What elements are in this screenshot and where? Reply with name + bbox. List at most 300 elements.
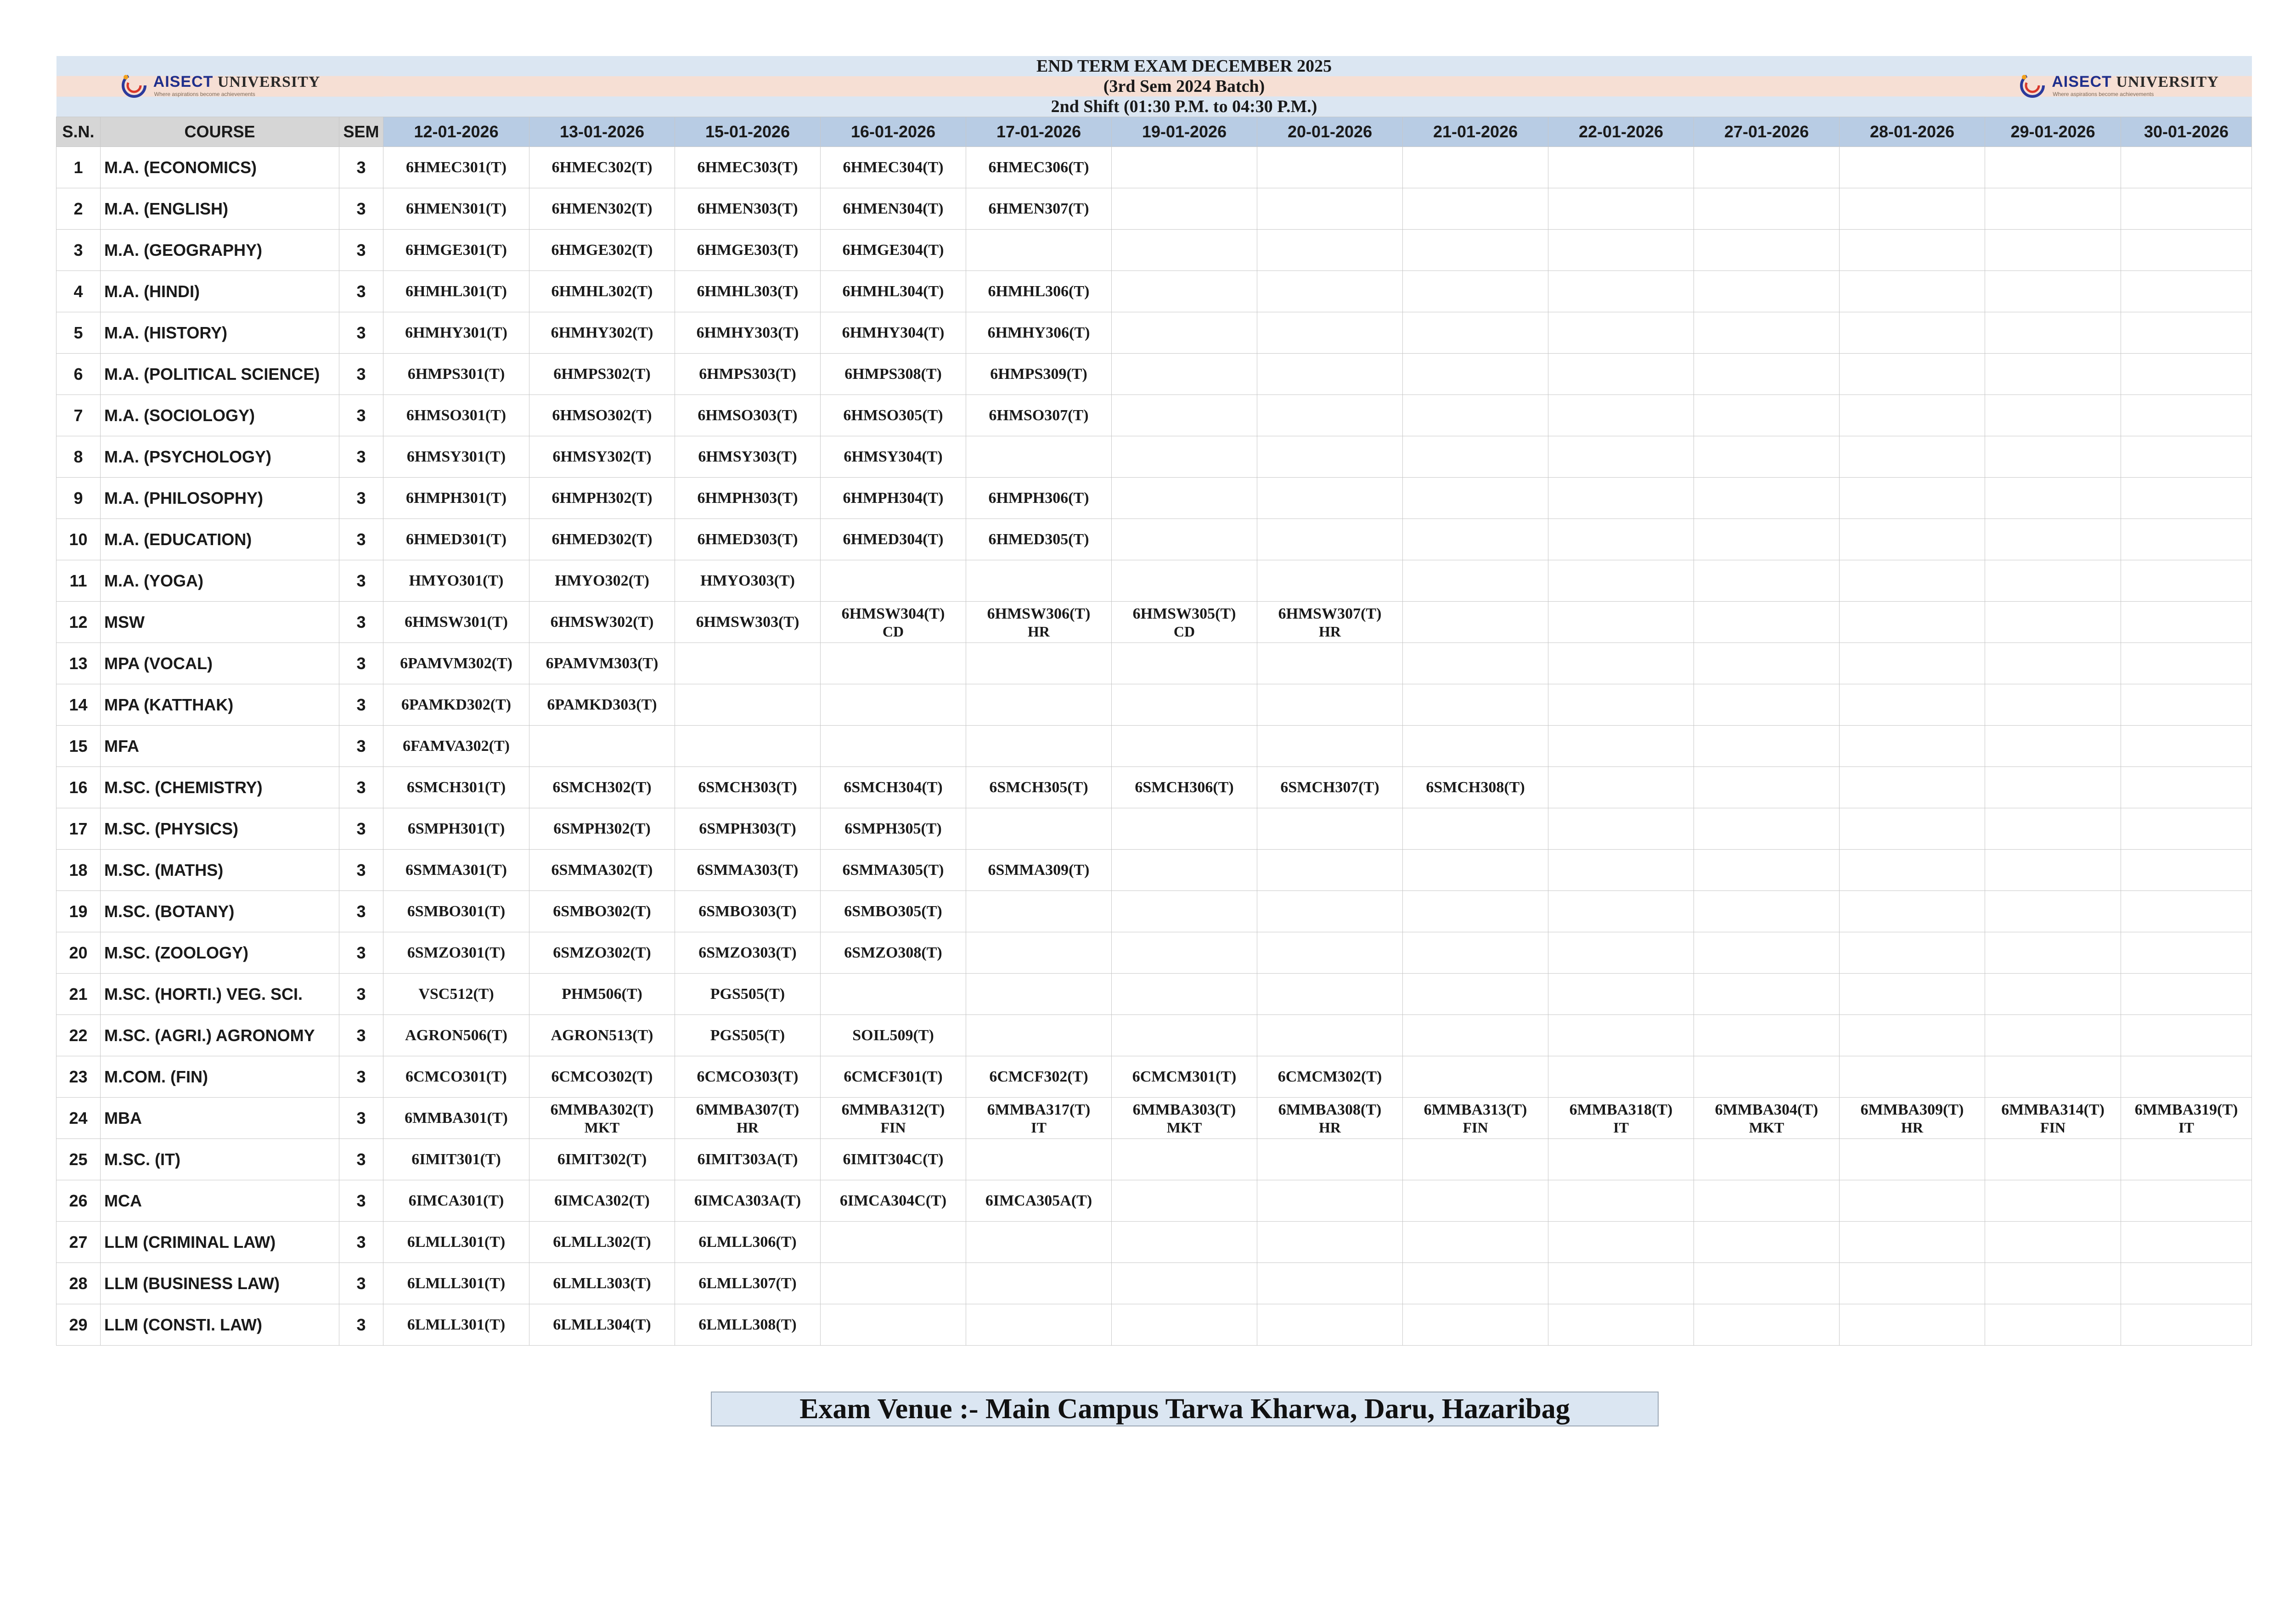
paper-cell bbox=[529, 767, 675, 808]
paper-code: 6HMHY304(T) bbox=[842, 324, 945, 341]
row-sn: 9 bbox=[56, 478, 101, 519]
paper-cell bbox=[821, 1139, 966, 1180]
paper-cell bbox=[529, 808, 675, 850]
paper-cell bbox=[1403, 1056, 1548, 1098]
paper-cell bbox=[1548, 891, 1694, 932]
paper-cell bbox=[2121, 808, 2252, 850]
paper-code: 6HMHL303(T) bbox=[697, 282, 799, 300]
row-course: M.A. (EDUCATION) bbox=[101, 519, 339, 560]
paper-code: 6HMPS308(T) bbox=[844, 365, 942, 383]
paper-code: 6HMEN307(T) bbox=[988, 200, 1089, 217]
paper-cell bbox=[2121, 271, 2252, 312]
column-header-row bbox=[56, 117, 2252, 147]
paper-code: 6HMPS302(T) bbox=[553, 365, 651, 383]
paper-code: 6MMBA308(T) bbox=[1278, 1101, 1382, 1118]
paper-cell bbox=[675, 1180, 821, 1222]
exam-venue-banner: Exam Venue :- Main Campus Tarwa Kharwa, Daru, Hazaribag bbox=[711, 1392, 1659, 1426]
paper-cell bbox=[966, 974, 1112, 1015]
row-sn: 24 bbox=[56, 1098, 101, 1139]
paper-cell bbox=[821, 643, 966, 684]
paper-cell bbox=[1403, 519, 1548, 560]
paper-cell bbox=[1548, 478, 1694, 519]
row-sn: 29 bbox=[56, 1304, 101, 1346]
paper-cell bbox=[1548, 684, 1694, 726]
aisect-logo-icon bbox=[119, 71, 149, 100]
table-row bbox=[56, 1056, 2252, 1098]
paper-cell bbox=[1840, 519, 1985, 560]
paper-cell bbox=[1694, 230, 1840, 271]
paper-code: 6HMGE303(T) bbox=[697, 241, 799, 259]
paper-cell bbox=[1403, 1304, 1548, 1346]
row-sem: 3 bbox=[339, 395, 383, 436]
row-sn: 6 bbox=[56, 354, 101, 395]
paper-cell bbox=[529, 891, 675, 932]
paper-code: 6IMIT302(T) bbox=[557, 1150, 647, 1168]
paper-cell bbox=[2121, 974, 2252, 1015]
table-row bbox=[56, 147, 2252, 188]
paper-cell bbox=[821, 850, 966, 891]
row-sem: 3 bbox=[339, 560, 383, 602]
paper-cell bbox=[2121, 602, 2252, 643]
paper-code: 6FAMVA302(T) bbox=[403, 737, 510, 755]
table-row bbox=[56, 271, 2252, 312]
paper-cell bbox=[1694, 1263, 1840, 1304]
paper-cell bbox=[821, 519, 966, 560]
row-sem: 3 bbox=[339, 891, 383, 932]
paper-cell bbox=[1985, 354, 2121, 395]
paper-specialization: IT bbox=[1613, 1119, 1629, 1136]
column-header-date: 17-01-2026 bbox=[966, 117, 1112, 147]
table-row bbox=[56, 1180, 2252, 1222]
paper-cell bbox=[1112, 932, 1257, 974]
paper-code: 6HMHY303(T) bbox=[696, 324, 799, 341]
paper-cell bbox=[675, 1098, 821, 1139]
paper-code: 6SMCH308(T) bbox=[1426, 778, 1525, 796]
paper-cell bbox=[1840, 147, 1985, 188]
paper-code: 6IMIT304C(T) bbox=[843, 1150, 944, 1168]
paper-cell bbox=[529, 436, 675, 478]
paper-cell bbox=[2121, 1098, 2252, 1139]
paper-cell bbox=[529, 643, 675, 684]
paper-cell bbox=[383, 312, 529, 354]
paper-cell bbox=[1257, 1222, 1403, 1263]
paper-code: 6CMCF302(T) bbox=[989, 1068, 1088, 1085]
paper-cell bbox=[529, 1180, 675, 1222]
paper-cell bbox=[1403, 271, 1548, 312]
paper-code: 6HMHY301(T) bbox=[405, 324, 507, 341]
paper-cell bbox=[1840, 478, 1985, 519]
paper-cell bbox=[675, 436, 821, 478]
paper-code: 6HMPS309(T) bbox=[990, 365, 1087, 383]
paper-cell bbox=[966, 891, 1112, 932]
paper-cell bbox=[2121, 684, 2252, 726]
paper-code: 6SMBO303(T) bbox=[698, 902, 797, 920]
paper-cell bbox=[383, 808, 529, 850]
paper-code: 6HMEC304(T) bbox=[843, 158, 944, 176]
row-sem: 3 bbox=[339, 1180, 383, 1222]
paper-cell bbox=[1985, 1139, 2121, 1180]
paper-cell bbox=[383, 1139, 529, 1180]
paper-cell bbox=[1985, 188, 2121, 230]
paper-code: 6HMSW301(T) bbox=[405, 613, 508, 631]
paper-specialization: MKT bbox=[584, 1119, 620, 1136]
paper-cell bbox=[1257, 850, 1403, 891]
paper-cell bbox=[1403, 850, 1548, 891]
column-header-date: 21-01-2026 bbox=[1403, 117, 1548, 147]
paper-cell bbox=[1257, 354, 1403, 395]
aisect-logo-right: AISECT UNIVERSITY Where aspirations become achievements bbox=[2018, 71, 2219, 100]
paper-cell bbox=[1257, 1139, 1403, 1180]
paper-cell bbox=[1985, 726, 2121, 767]
paper-cell bbox=[2121, 850, 2252, 891]
paper-cell bbox=[1985, 478, 2121, 519]
paper-cell bbox=[1985, 808, 2121, 850]
paper-cell bbox=[1840, 188, 1985, 230]
paper-code: 6HMPS301(T) bbox=[407, 365, 505, 383]
paper-code: 6SMMA303(T) bbox=[697, 861, 799, 879]
paper-cell bbox=[966, 1098, 1112, 1139]
row-sn: 4 bbox=[56, 271, 101, 312]
paper-cell bbox=[821, 1098, 966, 1139]
exam-schedule-table bbox=[56, 56, 2252, 1346]
table-row bbox=[56, 1222, 2252, 1263]
paper-cell bbox=[1548, 643, 1694, 684]
paper-cell bbox=[383, 230, 529, 271]
paper-cell bbox=[1694, 271, 1840, 312]
paper-cell bbox=[966, 1015, 1112, 1056]
paper-cell bbox=[966, 230, 1112, 271]
table-row bbox=[56, 478, 2252, 519]
row-sem: 3 bbox=[339, 271, 383, 312]
paper-code: 6HMGE304(T) bbox=[842, 241, 944, 259]
paper-code: 6HMSY301(T) bbox=[406, 448, 506, 465]
paper-cell bbox=[1985, 436, 2121, 478]
paper-specialization: CD bbox=[882, 623, 904, 640]
column-header-date: 16-01-2026 bbox=[821, 117, 966, 147]
paper-code: 6LMLL307(T) bbox=[698, 1274, 797, 1292]
paper-cell bbox=[1548, 312, 1694, 354]
row-sn: 3 bbox=[56, 230, 101, 271]
row-course: MCA bbox=[101, 1180, 339, 1222]
row-sem: 3 bbox=[339, 436, 383, 478]
row-sem: 3 bbox=[339, 850, 383, 891]
paper-code: 6SMBO301(T) bbox=[407, 902, 506, 920]
paper-cell bbox=[1112, 147, 1257, 188]
paper-cell bbox=[1112, 230, 1257, 271]
paper-cell bbox=[383, 354, 529, 395]
paper-code: 6SMMA309(T) bbox=[988, 861, 1090, 879]
paper-cell bbox=[383, 1304, 529, 1346]
paper-cell bbox=[821, 602, 966, 643]
row-sn: 28 bbox=[56, 1263, 101, 1304]
paper-code: 6SMPH303(T) bbox=[699, 820, 796, 837]
paper-cell bbox=[383, 684, 529, 726]
paper-code: 6SMPH302(T) bbox=[553, 820, 651, 837]
paper-cell bbox=[1257, 1015, 1403, 1056]
row-sem: 3 bbox=[339, 808, 383, 850]
paper-cell bbox=[1840, 395, 1985, 436]
paper-cell bbox=[821, 1056, 966, 1098]
paper-cell bbox=[2121, 519, 2252, 560]
paper-cell bbox=[675, 767, 821, 808]
paper-code: 6HMHL306(T) bbox=[988, 282, 1090, 300]
paper-cell bbox=[966, 808, 1112, 850]
paper-cell bbox=[2121, 188, 2252, 230]
paper-cell bbox=[1985, 395, 2121, 436]
paper-cell bbox=[821, 312, 966, 354]
paper-cell bbox=[1403, 1222, 1548, 1263]
paper-cell bbox=[1403, 602, 1548, 643]
paper-cell bbox=[383, 1180, 529, 1222]
paper-code: 6LMLL301(T) bbox=[407, 1274, 506, 1292]
paper-cell bbox=[1694, 312, 1840, 354]
paper-cell bbox=[383, 436, 529, 478]
row-sem: 3 bbox=[339, 1304, 383, 1346]
row-course: M.SC. (BOTANY) bbox=[101, 891, 339, 932]
paper-cell bbox=[1548, 1180, 1694, 1222]
paper-cell bbox=[821, 974, 966, 1015]
paper-cell bbox=[966, 436, 1112, 478]
paper-code: 6MMBA301(T) bbox=[405, 1109, 508, 1127]
paper-cell bbox=[1694, 147, 1840, 188]
paper-cell bbox=[529, 602, 675, 643]
paper-cell bbox=[1112, 395, 1257, 436]
row-sem: 3 bbox=[339, 188, 383, 230]
paper-cell bbox=[675, 974, 821, 1015]
paper-code: 6IMCA301(T) bbox=[408, 1192, 504, 1209]
row-sn: 26 bbox=[56, 1180, 101, 1222]
paper-cell bbox=[383, 519, 529, 560]
paper-cell bbox=[1112, 1304, 1257, 1346]
paper-cell bbox=[1548, 271, 1694, 312]
paper-cell bbox=[1403, 1263, 1548, 1304]
paper-code: 6HMEC306(T) bbox=[988, 158, 1089, 176]
paper-cell bbox=[529, 188, 675, 230]
paper-code: 6SMCH303(T) bbox=[698, 778, 797, 796]
row-sn: 20 bbox=[56, 932, 101, 974]
paper-cell bbox=[1257, 767, 1403, 808]
paper-code: 6CMCO303(T) bbox=[697, 1068, 799, 1085]
paper-cell bbox=[1112, 560, 1257, 602]
paper-cell bbox=[966, 312, 1112, 354]
paper-cell bbox=[675, 560, 821, 602]
paper-cell bbox=[1112, 312, 1257, 354]
paper-cell bbox=[1257, 395, 1403, 436]
paper-cell bbox=[821, 560, 966, 602]
shift-subtitle: 2nd Shift (01:30 P.M. to 04:30 P.M.) bbox=[383, 96, 1985, 117]
paper-cell bbox=[1694, 850, 1840, 891]
table-row bbox=[56, 560, 2252, 602]
paper-code: SOIL509(T) bbox=[852, 1026, 934, 1044]
paper-cell bbox=[675, 271, 821, 312]
paper-code: 6IMCA305A(T) bbox=[985, 1192, 1092, 1209]
paper-code: 6CMCF301(T) bbox=[844, 1068, 943, 1085]
paper-cell bbox=[1840, 850, 1985, 891]
paper-code: 6HMHY302(T) bbox=[551, 324, 653, 341]
paper-cell bbox=[675, 602, 821, 643]
table-row bbox=[56, 602, 2252, 643]
paper-code: 6MMBA307(T) bbox=[696, 1101, 799, 1118]
paper-cell bbox=[1840, 1015, 1985, 1056]
paper-code: 6SMCH307(T) bbox=[1280, 778, 1379, 796]
paper-cell bbox=[529, 1263, 675, 1304]
paper-cell bbox=[821, 478, 966, 519]
paper-cell bbox=[1112, 188, 1257, 230]
paper-cell bbox=[1985, 312, 2121, 354]
paper-code: 6LMLL302(T) bbox=[553, 1233, 651, 1251]
paper-cell bbox=[821, 271, 966, 312]
paper-cell bbox=[1112, 891, 1257, 932]
paper-cell bbox=[1840, 271, 1985, 312]
paper-cell bbox=[821, 767, 966, 808]
paper-code: 6SMMA305(T) bbox=[842, 861, 944, 879]
paper-cell bbox=[1548, 395, 1694, 436]
table-row bbox=[56, 395, 2252, 436]
paper-cell bbox=[1112, 271, 1257, 312]
paper-cell bbox=[1403, 395, 1548, 436]
paper-cell bbox=[1840, 726, 1985, 767]
paper-cell bbox=[2121, 1304, 2252, 1346]
paper-cell bbox=[1694, 932, 1840, 974]
paper-cell bbox=[1840, 891, 1985, 932]
paper-cell bbox=[1840, 230, 1985, 271]
paper-cell bbox=[821, 808, 966, 850]
paper-cell bbox=[1694, 1180, 1840, 1222]
paper-cell bbox=[529, 519, 675, 560]
column-header-date: 29-01-2026 bbox=[1985, 117, 2121, 147]
paper-cell bbox=[1257, 1263, 1403, 1304]
paper-cell bbox=[1112, 1139, 1257, 1180]
aisect-logo-left: AISECT UNIVERSITY Where aspirations become achievements bbox=[119, 71, 321, 100]
row-course: M.A. (POLITICAL SCIENCE) bbox=[101, 354, 339, 395]
row-sn: 27 bbox=[56, 1222, 101, 1263]
paper-cell bbox=[1985, 560, 2121, 602]
paper-cell bbox=[1548, 1139, 1694, 1180]
paper-code: 6HMSW306(T) bbox=[987, 605, 1091, 622]
paper-cell bbox=[966, 147, 1112, 188]
paper-code: 6SMBO302(T) bbox=[553, 902, 651, 920]
row-sn: 21 bbox=[56, 974, 101, 1015]
table-row bbox=[56, 1139, 2252, 1180]
paper-cell bbox=[1694, 354, 1840, 395]
column-header-date: 19-01-2026 bbox=[1112, 117, 1257, 147]
table-row bbox=[56, 312, 2252, 354]
paper-cell bbox=[529, 354, 675, 395]
exam-title: END TERM EXAM DECEMBER 2025 bbox=[383, 56, 1985, 76]
paper-cell bbox=[2121, 1263, 2252, 1304]
paper-cell bbox=[1257, 726, 1403, 767]
paper-cell bbox=[1112, 1098, 1257, 1139]
paper-cell bbox=[1840, 1304, 1985, 1346]
paper-cell bbox=[1694, 188, 1840, 230]
paper-specialization: HR bbox=[1319, 623, 1341, 640]
paper-cell bbox=[2121, 436, 2252, 478]
paper-code: 6SMZO303(T) bbox=[698, 944, 797, 961]
paper-cell bbox=[1985, 147, 2121, 188]
paper-cell bbox=[1985, 1304, 2121, 1346]
paper-cell bbox=[2121, 891, 2252, 932]
paper-cell bbox=[529, 312, 675, 354]
paper-cell bbox=[383, 271, 529, 312]
paper-cell bbox=[1257, 271, 1403, 312]
paper-cell bbox=[1112, 767, 1257, 808]
paper-code: 6IMIT301(T) bbox=[411, 1150, 501, 1168]
paper-code: AGRON513(T) bbox=[551, 1026, 653, 1044]
paper-code: 6HMPH304(T) bbox=[843, 489, 944, 507]
paper-cell bbox=[1694, 891, 1840, 932]
paper-code: 6HMGE302(T) bbox=[551, 241, 653, 259]
paper-cell bbox=[1112, 850, 1257, 891]
paper-code: 6HMSO303(T) bbox=[698, 406, 798, 424]
paper-cell bbox=[1694, 436, 1840, 478]
paper-code: 6SMCH304(T) bbox=[844, 778, 943, 796]
paper-cell bbox=[1985, 271, 2121, 312]
paper-cell bbox=[966, 1139, 1112, 1180]
paper-cell bbox=[383, 643, 529, 684]
row-sn: 18 bbox=[56, 850, 101, 891]
paper-cell bbox=[1840, 1139, 1985, 1180]
paper-cell bbox=[1985, 643, 2121, 684]
paper-cell bbox=[529, 1304, 675, 1346]
table-row bbox=[56, 808, 2252, 850]
paper-cell bbox=[1985, 684, 2121, 726]
row-sem: 3 bbox=[339, 1015, 383, 1056]
table-row bbox=[56, 850, 2252, 891]
row-course: MBA bbox=[101, 1098, 339, 1139]
paper-specialization: FIN bbox=[1463, 1119, 1488, 1136]
column-header-date: 20-01-2026 bbox=[1257, 117, 1403, 147]
paper-cell bbox=[529, 932, 675, 974]
paper-cell bbox=[1694, 726, 1840, 767]
paper-cell bbox=[1985, 602, 2121, 643]
paper-code: 6SMCH301(T) bbox=[406, 778, 506, 796]
table-row bbox=[56, 1098, 2252, 1139]
paper-cell bbox=[383, 1056, 529, 1098]
row-sem: 3 bbox=[339, 1222, 383, 1263]
paper-cell bbox=[1257, 643, 1403, 684]
paper-cell bbox=[383, 1222, 529, 1263]
row-sem: 3 bbox=[339, 1139, 383, 1180]
paper-cell bbox=[1840, 1263, 1985, 1304]
paper-cell bbox=[383, 1263, 529, 1304]
paper-cell bbox=[966, 519, 1112, 560]
row-course: MSW bbox=[101, 602, 339, 643]
paper-cell bbox=[529, 684, 675, 726]
paper-cell bbox=[1257, 436, 1403, 478]
paper-cell bbox=[2121, 147, 2252, 188]
paper-cell bbox=[675, 850, 821, 891]
row-sn: 22 bbox=[56, 1015, 101, 1056]
paper-cell bbox=[529, 560, 675, 602]
table-row bbox=[56, 1263, 2252, 1304]
paper-cell bbox=[1403, 808, 1548, 850]
column-header-date: 28-01-2026 bbox=[1840, 117, 1985, 147]
logo-left-cell bbox=[56, 56, 383, 117]
paper-cell bbox=[966, 188, 1112, 230]
paper-cell bbox=[821, 1180, 966, 1222]
paper-specialization: MKT bbox=[1749, 1119, 1784, 1136]
paper-code: 6MMBA313(T) bbox=[1424, 1101, 1527, 1118]
paper-cell bbox=[675, 188, 821, 230]
paper-specialization: HR bbox=[1901, 1119, 1924, 1136]
paper-cell bbox=[1112, 519, 1257, 560]
paper-cell bbox=[1985, 1015, 2121, 1056]
paper-cell bbox=[383, 188, 529, 230]
paper-cell bbox=[529, 478, 675, 519]
paper-cell bbox=[966, 932, 1112, 974]
paper-cell bbox=[1548, 519, 1694, 560]
row-sem: 3 bbox=[339, 602, 383, 643]
